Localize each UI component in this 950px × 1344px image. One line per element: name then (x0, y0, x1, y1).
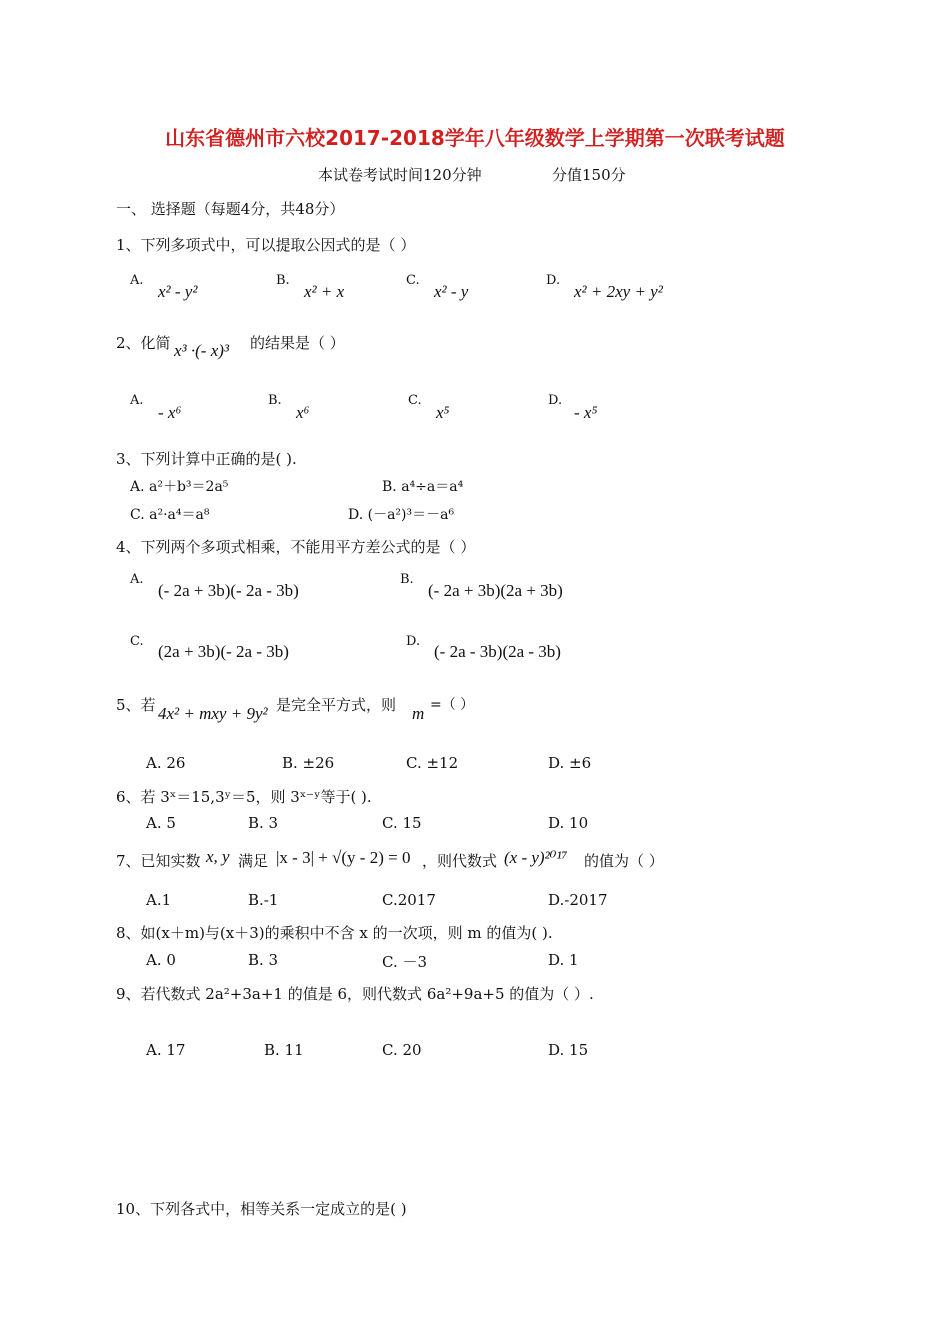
q7-option-a: A.1 (146, 891, 172, 909)
q3-stem: 3、下列计算中正确的是( ). (116, 450, 297, 468)
q2-expression: x³ ·(- x)³ (174, 341, 230, 360)
q4-option-d-label: D. (406, 634, 421, 649)
q2-option-b: x⁶ (296, 403, 310, 422)
q5-mid: 是完全平方式，则 (276, 696, 397, 714)
q1-stem: 1、下列多项式中，可以提取公因式的是（ ） (116, 236, 416, 254)
q4-option-c: (2a + 3b)(- 2a - 3b) (158, 642, 289, 661)
q2-option-c-label: C. (408, 393, 422, 408)
q4-option-b: (- 2a + 3b)(2a + 3b) (428, 581, 563, 600)
q5-option-d: D. ±6 (548, 754, 592, 772)
q9-stem: 9、若代数式 2a²+3a+1 的值是 6，则代数式 6a²+9a+5 的值为（ ）. (116, 985, 594, 1003)
q4-option-b-label: B. (400, 572, 414, 587)
q1-option-b: x² + x (304, 282, 345, 301)
q7-option-b: B.-1 (248, 891, 279, 909)
q8-option-c: C. －3 (382, 953, 428, 971)
q9-option-d: D. 15 (548, 1041, 589, 1059)
q9-option-c: C. 20 (382, 1041, 422, 1059)
q3-option-a: A. a²＋b³＝2a⁵ (130, 479, 229, 495)
q4-option-c-label: C. (130, 634, 144, 649)
q4-option-a: (- 2a + 3b)(- 2a - 3b) (158, 581, 299, 600)
q2-option-d: - x⁵ (574, 403, 598, 422)
exam-time: 本试卷考试时间120分钟 (318, 166, 482, 184)
q8-stem: 8、如(x＋m)与(x＋3)的乘积中不含 x 的一次项，则 m 的值为( ). (116, 924, 553, 942)
q7-variables: x, y (206, 847, 230, 866)
q1-option-b-label: B. (276, 273, 290, 288)
q7-prefix: 7、已知实数 (116, 852, 201, 870)
q5-expression: 4x² + mxy + 9y² (158, 704, 268, 723)
q7-mid: 满足 (238, 852, 269, 870)
q3-option-d: D. (－a²)³＝－a⁶ (348, 507, 455, 523)
q7-suffix: 的值为（ ） (584, 852, 664, 870)
q6-option-d: D. 10 (548, 814, 589, 832)
q5-suffix: =（ ） (430, 697, 475, 713)
q2-suffix: 的结果是（ ） (250, 334, 345, 352)
full-score: 分值150分 (552, 166, 626, 184)
q2-option-a: - x⁶ (158, 403, 182, 422)
q1-option-c-label: C. (406, 273, 420, 288)
page-title: 山东省德州市六校2017-2018学年八年级数学上学期第一次联考试题 (165, 126, 785, 150)
q9-option-a: A. 17 (146, 1041, 186, 1059)
q2-option-d-label: D. (548, 393, 563, 408)
section-heading: 一、 选择题（每题4分，共48分） (116, 200, 345, 218)
q2-option-b-label: B. (268, 393, 282, 408)
q8-option-b: B. 3 (248, 951, 279, 969)
q9-option-b: B. 11 (264, 1041, 304, 1059)
q6-option-a: A. 5 (146, 814, 176, 832)
q7-expression: (x - y)²⁰¹⁷ (504, 848, 568, 867)
q7-condition: |x - 3| + √(y - 2) = 0 (276, 848, 411, 867)
q1-option-a: x² - y² (158, 282, 198, 301)
q1-option-c: x² - y (434, 282, 469, 301)
q7-option-d: D.-2017 (548, 891, 608, 909)
q2-option-c: x⁵ (436, 403, 450, 422)
q3-option-c: C. a²·a⁴＝a⁸ (130, 507, 210, 523)
q5-option-c: C. ±12 (406, 754, 459, 772)
q10-stem: 10、下列各式中，相等关系一定成立的是( ) (116, 1200, 407, 1218)
q4-option-d: (- 2a - 3b)(2a - 3b) (434, 642, 561, 661)
q5-option-b: B. ±26 (282, 754, 335, 772)
q2-prefix: 2、化简 (116, 334, 171, 352)
q8-option-d: D. 1 (548, 951, 579, 969)
q7-option-c: C.2017 (382, 891, 436, 909)
q5-variable: m (412, 704, 425, 723)
q4-stem: 4、下列两个多项式相乘，不能用平方差公式的是（ ） (116, 538, 476, 556)
q8-option-a: A. 0 (146, 951, 176, 969)
q6-option-c: C. 15 (382, 814, 422, 832)
q5-option-a: A. 26 (146, 754, 186, 772)
q4-option-a-label: A. (130, 572, 144, 587)
q5-prefix: 5、若 (116, 696, 156, 714)
q6-option-b: B. 3 (248, 814, 279, 832)
q1-option-a-label: A. (130, 273, 144, 288)
q1-option-d-label: D. (546, 273, 561, 288)
q2-option-a-label: A. (130, 393, 144, 408)
q7-mid2: ，则代数式 (422, 852, 498, 870)
q6-stem: 6、若 3ˣ＝15,3ʸ＝5，则 3ˣ⁻ʸ等于( ). (116, 788, 372, 806)
q1-option-d: x² + 2xy + y² (574, 282, 663, 301)
q3-option-b: B. a⁴÷a＝a⁴ (382, 479, 464, 495)
